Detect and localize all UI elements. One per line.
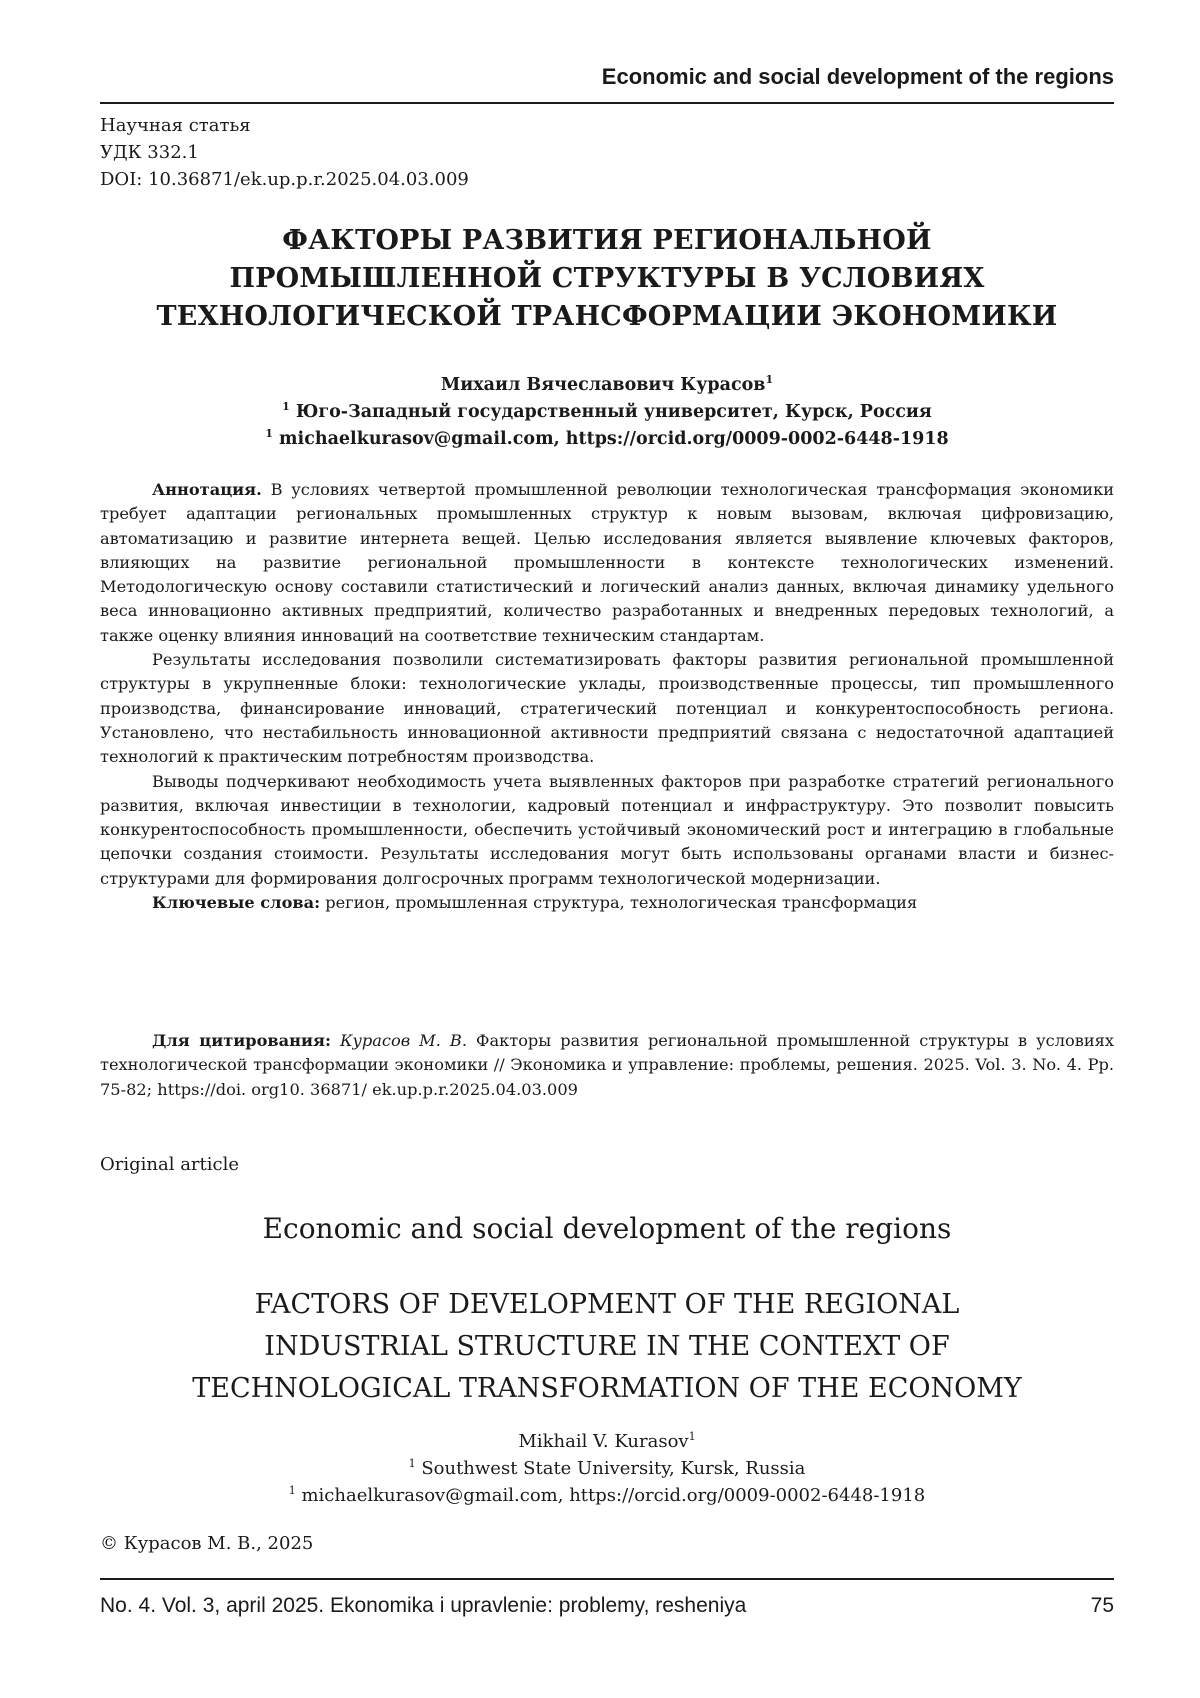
affiliation-marker: 1 [408, 1457, 416, 1470]
copyright: © Курасов М. В., 2025 [100, 1533, 314, 1554]
affiliation-marker: 1 [688, 1430, 696, 1443]
article-meta [100, 112, 469, 193]
footer-rule [100, 1578, 1114, 1580]
doi[interactable]: DOI: 10.36871/ek.up.p.r.2025.04.03.009 [100, 169, 469, 190]
abstract [100, 478, 1114, 915]
citation-label: Для цитирования: [152, 1031, 331, 1050]
ru-author-block [100, 372, 1114, 453]
ru-title-line: ФАКТОРЫ РАЗВИТИЯ РЕГИОНАЛЬНОЙ [282, 225, 932, 256]
en-author-block [100, 1428, 1114, 1509]
affiliation-marker: 1 [282, 400, 290, 414]
ru-author-name: Михаил Вячеславович Курасов [440, 375, 766, 395]
affiliation-marker: 1 [288, 1484, 296, 1497]
ru-title [100, 222, 1114, 336]
keywords-text: регион, промышленная структура, технологическая трансформация [325, 893, 918, 913]
affiliation-marker: 1 [265, 427, 273, 441]
en-title-line: INDUSTRIAL STRUCTURE IN THE CONTEXT OF [264, 1331, 950, 1362]
en-author-name: Mikhail V. Kurasov [518, 1431, 689, 1452]
en-title-line: FACTORS OF DEVELOPMENT OF THE REGIONAL [254, 1289, 960, 1320]
ru-contacts-text[interactable]: michaelkurasov@gmail.com, https://orcid.org/0009-0002-6448-1918 [279, 429, 949, 449]
ru-title-line: ТЕХНОЛОГИЧЕСКОЙ ТРАНСФОРМАЦИИ ЭКОНОМИКИ [156, 301, 1058, 332]
ru-author [100, 372, 1114, 399]
header-rule [100, 102, 1114, 104]
abstract-paragraph [100, 478, 1114, 648]
ru-affiliation [100, 399, 1114, 426]
article-page [100, 0, 1114, 1698]
ru-affiliation-text: Юго-Западный государственный университет, Курск, Россия [295, 402, 932, 422]
footer-journal: No. 4. Vol. 3, april 2025. Ekonomika i upravlenie: problemy, resheniya [100, 1594, 747, 1617]
en-section-title: Economic and social development of the regions [262, 1212, 952, 1245]
en-title-line: TECHNOLOGICAL TRANSFORMATION OF THE ECONOMY [192, 1373, 1022, 1404]
en-title [100, 1284, 1114, 1410]
affiliation-marker: 1 [765, 373, 774, 387]
page-number: 75 [1090, 1594, 1114, 1617]
abstract-paragraph: Результаты исследования позволили систематизировать факторы развития региональной промышленной структуры в укрупненные блоки: технологические уклады, производственные процессы, тип промышленного производства, финансирование инноваций, стратегический потенциал и конкурентоспособность региона. Установлено, что нестабильность инновационной активности предприятий связана с недостаточной адаптацией технологий к практическим потребностям производства. [100, 650, 1114, 767]
keywords-label: Ключевые слова: [152, 893, 321, 913]
udc-code: УДК 332.1 [100, 142, 199, 163]
en-affiliation-text: Southwest State University, Kursk, Russia [421, 1458, 806, 1479]
ru-contacts [100, 426, 1114, 453]
ru-title-line: ПРОМЫШЛЕННОЙ СТРУКТУРЫ В УСЛОВИЯХ [229, 263, 985, 294]
keywords [100, 891, 1114, 915]
en-affiliation [100, 1455, 1114, 1482]
abstract-label: Аннотация. [152, 480, 262, 499]
abstract-paragraph: Выводы подчеркивают необходимость учета выявленных факторов при разработке стратегий регионального развития, включая инвестиции в технологии, кадровый потенциал и инфраструктуру. Это позволит повысить конкурентоспособность промышленности, обеспечить устойчивый экономический рост и интеграцию в глобальные цепочки создания стоимости. Результаты исследования могут быть использованы органами власти и бизнес-структурами для формирования долгосрочных программ технологической модернизации. [100, 771, 1114, 888]
en-contacts-text[interactable]: michaelkurasov@gmail.com, https://orcid.org/0009-0002-6448-1918 [301, 1485, 926, 1506]
citation-author: Курасов М. В. [339, 1031, 467, 1050]
en-contacts [100, 1482, 1114, 1509]
en-author [100, 1428, 1114, 1455]
page-footer [100, 1594, 1114, 1618]
abstract-text: В условиях четвертой промышленной революции технологическая трансформация экономики требует адаптации региональных промышленных структур к новым вызовам, включая цифровизацию, автоматизацию и развитие интернета вещей. Целью исследования является выявление ключевых факторов, влияющих на развитие региональной промышленности в контексте технологических изменений. Методологическую основу составили статистический и логический анализ данных, включая динамику удельного веса инновационно активных предприятий, количество разработанных и внедренных передовых технологий, а также оценку влияния инноваций на соответствие техническим стандартам. [100, 480, 1114, 645]
article-type: Научная статья [100, 115, 251, 136]
original-article-label: Original article [100, 1154, 240, 1175]
citation [100, 1029, 1114, 1102]
running-head: Economic and social development of the regions [601, 64, 1114, 89]
citation-paragraph [100, 1029, 1114, 1102]
citation-text: Факторы развития региональной промышленной структуры в условиях технологической трансформации экономики // Экономика и управление: проблемы, решения. 2025. Vol. 3. No. 4. Pp. 75-82; https://doi. org10. 36871/ ek.up.p.r.2025.04.03.009 [100, 1031, 1115, 1099]
